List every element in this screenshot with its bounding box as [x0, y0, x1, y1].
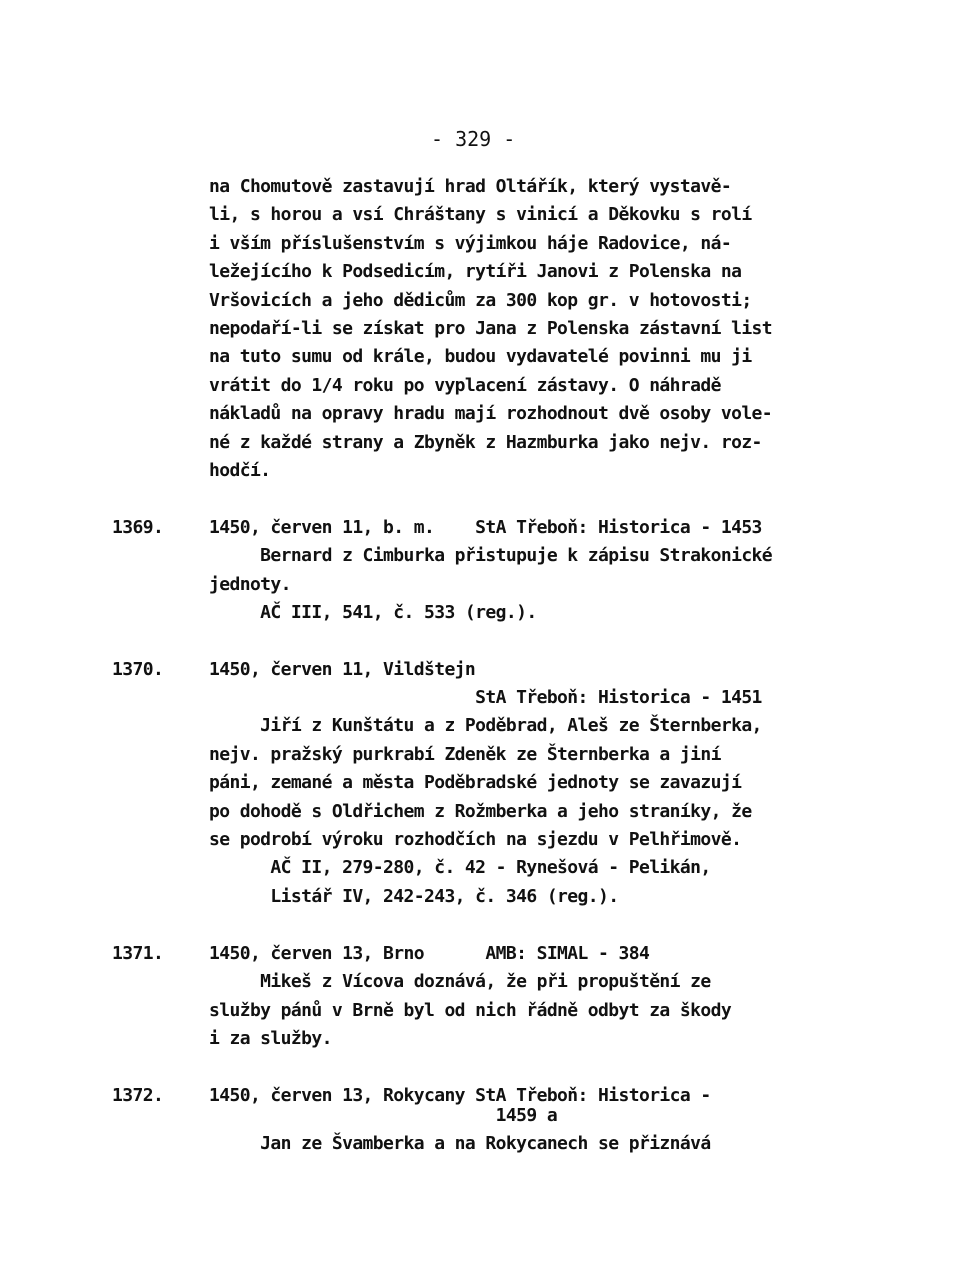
entry-number: 1371. — [112, 943, 164, 964]
text-line: i vším příslušenstvím s výjimkou háje Radovice, ná- — [209, 233, 732, 254]
text-line: nepodaří-li se získat pro Jana z Polenska zástavní list — [209, 318, 773, 339]
entry-number: 1369. — [112, 517, 164, 538]
text-line: nejv. pražský purkrabí Zdeněk ze Šternberka a jiní — [209, 744, 721, 765]
text-line: Mikeš z Vícova doznává, že při propuštění ze — [209, 971, 711, 992]
entry-header: 1450, červen 13, Brno AMB: SIMAL - 384 — [209, 943, 650, 964]
citation-line: Listář IV, 242-243, č. 346 (reg.). — [209, 886, 619, 907]
page-number: - 329 - — [431, 127, 516, 151]
text-line: hodčí. — [209, 460, 271, 481]
citation-line: AČ II, 279-280, č. 42 - Rynešová - Pelikán, — [209, 857, 711, 878]
text-line: se podrobí výroku rozhodčích na sjezdu v Pelhřimově. — [209, 829, 742, 850]
text-line: nákladů na opravy hradu mají rozhodnout dvě osoby vole- — [209, 403, 773, 424]
entry-number: 1372. — [112, 1085, 164, 1106]
text-line: po dohodě s Oldřichem z Rožmberka a jeho straníky, že — [209, 801, 752, 822]
text-line: na tuto sumu od krále, budou vydavatelé povinni mu ji — [209, 346, 752, 367]
text-line: i za služby. — [209, 1028, 332, 1049]
entry-header: 1450, červen 11, Vildštejn — [209, 659, 476, 680]
text-line: Vršovicích a jeho dědicům za 300 kop gr. v hotovosti; — [209, 290, 752, 311]
text-line: Jan ze Švamberka a na Rokycanech se přiznává — [209, 1133, 711, 1154]
text-line: li, s horou a vsí Chráštany s vinicí a Děkovku s rolí — [209, 204, 752, 225]
archive-reference: 1459 a — [209, 1105, 558, 1126]
text-line: Bernard z Cimburka přistupuje k zápisu Strakonické — [209, 545, 773, 566]
text-line: Jiří z Kunštátu a z Poděbrad, Aleš ze Šternberka, — [209, 715, 762, 736]
text-line: na Chomutově zastavují hrad Oltářík, který vystavě- — [209, 176, 732, 197]
entry-header: 1450, červen 11, b. m. StA Třeboň: Historica - 1453 — [209, 517, 762, 538]
entry-header: 1450, červen 13, Rokycany StA Třeboň: Historica - — [209, 1085, 711, 1106]
text-line: né z každé strany a Zbyněk z Hazmburka jako nejv. roz- — [209, 432, 762, 453]
archive-reference: StA Třeboň: Historica - 1451 — [209, 687, 762, 708]
text-line: služby pánů v Brně byl od nich řádně odbyt za škody — [209, 1000, 732, 1021]
entry-number: 1370. — [112, 659, 164, 680]
text-line: vrátit do 1/4 roku po vyplacení zástavy. O náhradě — [209, 375, 721, 396]
citation-line: AČ III, 541, č. 533 (reg.). — [209, 602, 537, 623]
text-line: jednoty. — [209, 574, 291, 595]
text-line: páni, zemané a města Poděbradské jednoty se zavazují — [209, 772, 742, 793]
text-line: ležejícího k Podsedicím, rytíři Janovi z Polenska na — [209, 261, 742, 282]
